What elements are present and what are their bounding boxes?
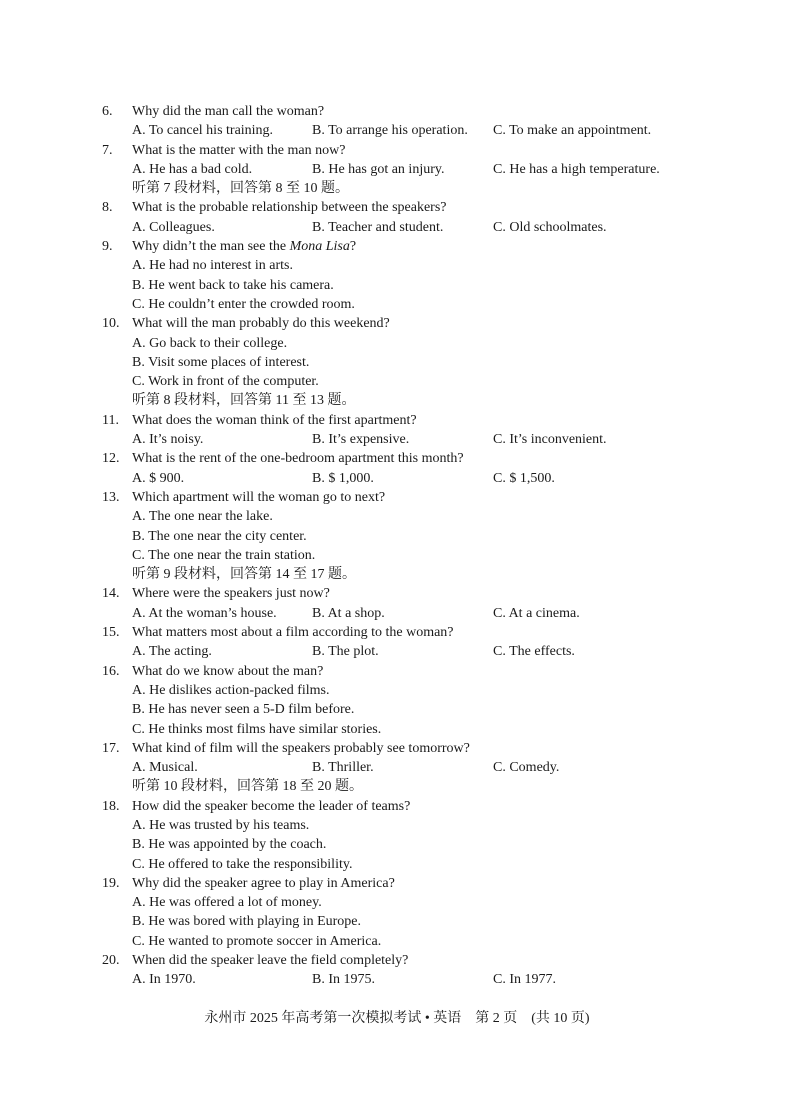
question-stem-line: [102, 797, 742, 816]
section-instruction: 听第 8 段材料，回答第 11 至 13 题。: [132, 393, 356, 409]
answer-option: A. He dislikes action-packed films.: [132, 682, 330, 698]
answer-option: C. To make an appointment.: [493, 123, 652, 139]
question-number: 11.: [102, 412, 119, 428]
question-stem-line: [102, 951, 742, 970]
answer-option: A. At the woman’s house.: [132, 605, 277, 621]
answer-option: C. At a cinema.: [493, 605, 580, 621]
answer-option: A. The one near the lake.: [132, 509, 273, 525]
question-number: 19.: [102, 875, 120, 891]
question-number: 9.: [102, 239, 113, 255]
question-stem-line: [102, 141, 742, 160]
options-row: [102, 160, 742, 179]
answer-option: B. He was bored with playing in Europe.: [132, 914, 362, 930]
question-text: What does the woman think of the first apartment?: [132, 412, 417, 428]
options-row: [102, 970, 742, 989]
options-row: [102, 681, 742, 700]
question-number: 14.: [102, 586, 120, 602]
answer-option: C. In 1977.: [493, 972, 556, 988]
question-stem-line: [102, 488, 742, 507]
section-instruction: 听第 9 段材料，回答第 14 至 17 题。: [132, 567, 356, 583]
question-stem-line: [102, 874, 742, 893]
question-text: What kind of film will the speakers probably see tomorrow?: [132, 740, 470, 756]
question-number: 17.: [102, 740, 120, 756]
question-number: 15.: [102, 625, 120, 641]
options-row: [102, 855, 742, 874]
question-text: Why did the man call the woman?: [132, 104, 325, 119]
section-instruction: 听第 10 段材料，回答第 18 至 20 题。: [132, 779, 363, 795]
options-row: [102, 546, 742, 565]
question-number: 8.: [102, 200, 113, 216]
options-row: [102, 353, 742, 372]
answer-option: A. Go back to their college.: [132, 335, 288, 351]
options-row: [102, 912, 742, 931]
question-text: What is the rent of the one-bedroom apartment this month?: [132, 451, 464, 467]
options-row: [102, 642, 742, 661]
question-text: How did the speaker become the leader of teams?: [132, 798, 411, 814]
question-text: Where were the speakers just now?: [132, 586, 330, 602]
options-row: [102, 430, 742, 449]
answer-option: C. The one near the train station.: [132, 547, 316, 563]
question-number: 13.: [102, 489, 120, 505]
question-stem-line: [102, 237, 742, 256]
question-text: What will the man probably do this weekend?: [132, 316, 390, 332]
question-text-part: ?: [349, 239, 357, 255]
question-text: Why did the speaker agree to play in America?: [132, 875, 395, 891]
answer-option: A. Musical.: [132, 760, 198, 776]
answer-option: C. He wanted to promote soccer in America.: [132, 933, 382, 949]
answer-option: A. He was trusted by his teams.: [132, 817, 310, 833]
answer-option: A. To cancel his training.: [132, 123, 274, 139]
answer-option: B. The one near the city center.: [132, 528, 307, 544]
options-row: [102, 932, 742, 951]
answer-option: B. To arrange his operation.: [312, 123, 468, 139]
section-instruction-line: [102, 391, 742, 410]
question-text-italic: Mona Lisa: [289, 239, 350, 255]
question-text: [132, 237, 356, 256]
answer-option: B. He was appointed by the coach.: [132, 837, 327, 853]
answer-option: B. The plot.: [312, 644, 379, 660]
question-text-part: Why didn’t the man see the: [132, 239, 290, 255]
options-row: [102, 218, 742, 237]
answer-option: C. He thinks most films have similar stories.: [132, 721, 382, 737]
section-instruction-line: [102, 777, 742, 796]
question-stem-line: [102, 449, 742, 468]
options-row: [102, 276, 742, 295]
section-instruction-line: [102, 179, 742, 198]
section-instruction-line: [102, 565, 742, 584]
answer-option: C. The effects.: [493, 644, 575, 660]
options-row: [102, 527, 742, 546]
question-stem-line: [102, 584, 742, 603]
question-stem-line: [102, 739, 742, 758]
answer-option: B. Visit some places of interest.: [132, 354, 310, 370]
question-stem-line: [102, 623, 742, 642]
question-number: 6.: [102, 104, 113, 119]
question-number: 20.: [102, 953, 120, 969]
answer-option: B. At a shop.: [312, 605, 385, 621]
options-row: [102, 121, 742, 140]
question-text: What do we know about the man?: [132, 663, 324, 679]
question-text: When did the speaker leave the field completely?: [132, 953, 409, 969]
options-row: [102, 334, 742, 353]
answer-option: B. He went back to take his camera.: [132, 277, 334, 293]
answer-option: A. In 1970.: [132, 972, 196, 988]
answer-option: A. The acting.: [132, 644, 212, 660]
question-text: What is the matter with the man now?: [132, 142, 346, 158]
answer-option: B. He has got an injury.: [312, 161, 445, 177]
question-list: [102, 102, 742, 990]
answer-option: A. $ 900.: [132, 470, 185, 486]
options-row: [102, 816, 742, 835]
section-instruction: 听第 7 段材料，回答第 8 至 10 题。: [132, 181, 349, 197]
options-row: [102, 720, 742, 739]
options-row: [102, 372, 742, 391]
answer-option: C. He has a high temperature.: [493, 161, 660, 177]
question-number: 12.: [102, 451, 120, 467]
question-number: 7.: [102, 142, 113, 158]
options-row: [102, 835, 742, 854]
answer-option: B. It’s expensive.: [312, 432, 410, 448]
options-row: [102, 469, 742, 488]
answer-option: C. It’s inconvenient.: [493, 432, 607, 448]
question-number: 10.: [102, 316, 120, 332]
options-row: [102, 758, 742, 777]
answer-option: C. $ 1,500.: [493, 470, 555, 486]
options-row: [102, 893, 742, 912]
answer-option: B. In 1975.: [312, 972, 375, 988]
question-text: Which apartment will the woman go to next?: [132, 489, 386, 505]
options-row: [102, 295, 742, 314]
question-number: 16.: [102, 663, 120, 679]
question-text: What matters most about a film according to the woman?: [132, 625, 454, 641]
question-stem-line: [102, 314, 742, 333]
page-footer: 永州市 2025 年高考第一次模拟考试 • 英语 第 2 页 (共 10 页): [204, 1011, 590, 1026]
answer-option: B. $ 1,000.: [312, 470, 374, 486]
answer-option: B. Teacher and student.: [312, 219, 444, 235]
answer-option: C. Old schoolmates.: [493, 219, 607, 235]
options-row: [102, 507, 742, 526]
answer-option: C. He couldn’t enter the crowded room.: [132, 296, 355, 312]
question-text: What is the probable relationship between the speakers?: [132, 200, 447, 216]
answer-option: A. He has a bad cold.: [132, 161, 253, 177]
answer-option: A. Colleagues.: [132, 219, 215, 235]
options-row: [102, 604, 742, 623]
answer-option: C. He offered to take the responsibility.: [132, 856, 353, 872]
options-row: [102, 700, 742, 719]
answer-option: A. He was offered a lot of money.: [132, 895, 322, 911]
answer-option: C. Work in front of the computer.: [132, 374, 319, 390]
answer-option: B. Thriller.: [312, 760, 374, 776]
question-number: 18.: [102, 798, 120, 814]
options-row: [102, 256, 742, 275]
question-stem-line: [102, 198, 742, 217]
answer-option: C. Comedy.: [493, 760, 560, 776]
answer-option: A. He had no interest in arts.: [132, 258, 293, 274]
question-stem-line: [102, 662, 742, 681]
answer-option: A. It’s noisy.: [132, 432, 204, 448]
question-stem-line: [102, 411, 742, 430]
question-stem-line: [102, 102, 742, 121]
answer-option: B. He has never seen a 5-D film before.: [132, 702, 355, 718]
